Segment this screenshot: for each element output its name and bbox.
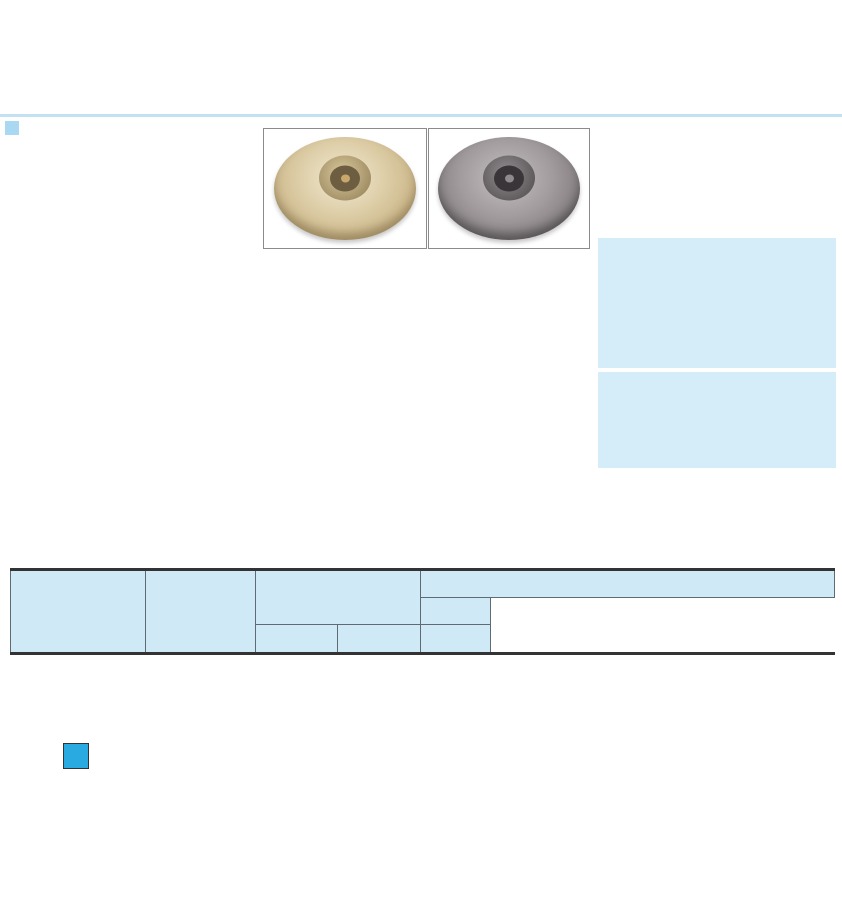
qmax-unit-m3h	[256, 625, 338, 654]
impeller-hub	[319, 156, 371, 201]
pump-performance-chart	[25, 120, 600, 570]
flow-unit-m3h	[421, 598, 491, 625]
col-header-model	[11, 570, 146, 654]
brass-impeller-image	[274, 137, 416, 240]
flow-unit-lmin	[421, 625, 491, 654]
max-efficiency-swatch	[63, 743, 89, 769]
col-header-qmax	[256, 570, 421, 625]
impeller-hub	[483, 156, 535, 201]
left-margin-marker	[5, 121, 19, 135]
qmax-unit-lmin	[338, 625, 421, 654]
impeller-photo-cast-iron	[428, 128, 590, 249]
impeller-photo-brass	[263, 128, 427, 249]
standards-note-box	[598, 372, 836, 468]
col-header-flow	[421, 570, 835, 598]
specification-table	[10, 568, 835, 655]
cast-iron-impeller-image	[438, 137, 580, 240]
characteristics-note-box	[598, 238, 836, 368]
top-divider-rule	[0, 114, 842, 117]
table-header	[11, 570, 835, 654]
col-header-power	[146, 570, 256, 654]
footnote	[15, 743, 101, 769]
